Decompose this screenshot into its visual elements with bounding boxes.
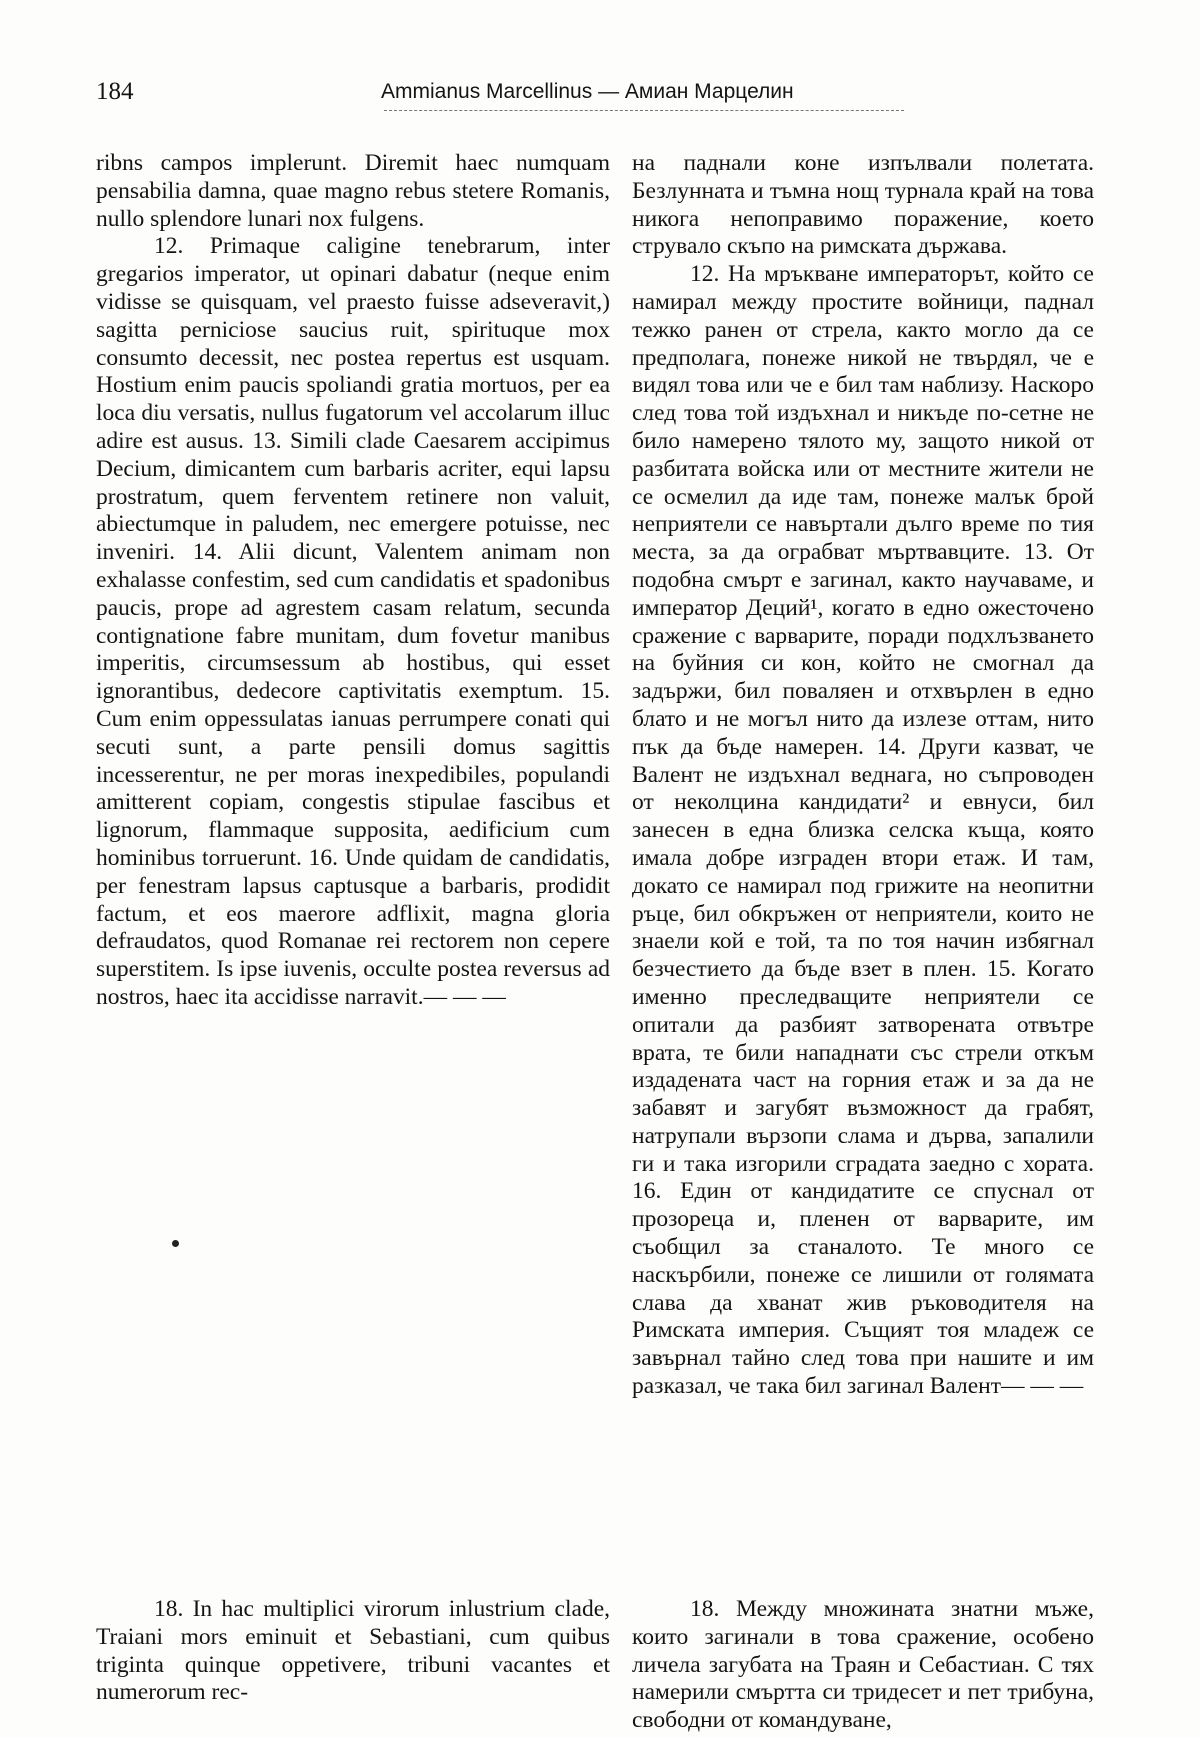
bulgarian-paragraph-18: 18. Между множината знатни мъже, които загинали в това сражение, особено личела загубата на Траян и Себастиан. С тях намерили смъртта си тридесет и пет трибуна, свободни от командуване, — [632, 1596, 1094, 1734]
bulgarian-paragraph-1: на паднали коне изпълвали полетата. Безлунната и тъмна нощ турнала край на това никога непоправимо поражение, което струвало скъпо на римската държава. — [632, 150, 1094, 260]
bulgarian-paragraph-2: 12. На мръкване императорът, който се намирал между простите войници, паднал тежко ранен от стрела, както могло да се предполага, понеже никой не твърдял, че е видял това или че е бил там наблизу. Наскоро след това той издъхнал и никъде по-сетне не било намерено тялото му, защото никой от разбитата войска или от местните жители не се осмелил да иде там, понеже малък брой неприятели се навъртали дълго време по тия места, за да ограбват мъртвавците. 13. От подобна смърт е загинал, както научаваме, и император Деций¹, когато в едно ожесточено сражение с варварите, поради подхлъзването на буйния си кон, който не смогнал да задържи, бил поваляен и отхвърлен в едно блато и не могъл нито да излезе оттам, нито пък да бъде намерен. 14. Други казват, че Валент не издъхнал веднага, но съпроводен от неколцина кандидати² и евнуси, бил занесен в една близка селска къща, която имала добре изграден втори етаж. И там, докато се намирал под грижите на неопитни ръце, бил обкръжен от неприятели, които не знаели кой е той, та по тоя начин избягнал безчестието да бъде взет в плен. 15. Когато именно преследващите неприятели се опитали да разбият затворената отвътре врата, те били нападнати със стрели откъм издадената част на горния етаж и за да не забавят и загубят възможност да грабят, натрупали вързопи слама и дърва, запалили ги и така изгорили сградата заедно с хората. 16. Един от кандидатите се спуснал от прозореца и, пленен от варварите, им съобщил за станалото. Те много се наскърбили, понеже се лишили от голямата слава да хванат жив ръководителя на Римската империя. Същият тоя младеж се завърнал тайно след това при нашите и им разказал, че така бил загинал Валент— — — — [632, 261, 1094, 1400]
page-number: 184 — [96, 78, 134, 105]
bulgarian-column — [632, 150, 1094, 1401]
latin-column — [96, 150, 610, 1012]
ink-dot — [172, 1240, 179, 1247]
latin-paragraph-18: 18. In hac multiplici virorum inlustrium clade, Traiani mors eminuit et Sebastiani, cum quibus triginta quinque oppetivere, tribuni vacantes et numerorum rec- — [96, 1596, 610, 1706]
latin-paragraph-2: 12. Primaque caligine tenebrarum, inter gregarios imperator, ut opinari dabatur (neque enim vidisse se quisquam, vel praesto fuisse adseveravit,) sagitta perniciose saucius ruit, spirituque mox consumto decessit, nec postea repertus est usquam. Hostium enim paucis spoliandi gratia mortuos, per ea loca diu versatis, nullus fugatorum vel accolarum illuc adire est ausus. 13. Simili clade Caesarem accipimus Decium, dimicantem cum barbaris acriter, equi lapsu prostratum, quem ferventem retinere non valuit, abiectumque in paludem, nec emergere potuisse, nec inveniri. 14. Alii dicunt, Valentem animam non exhalasse confestim, sed cum candidatis et spadonibus paucis, prope ad agrestem casam relatum, secunda contignatione fabre munitam, dum fovetur manibus imperitis, circumsessum ab hostibus, qui esset ignorantibus, dedecore captivitatis exemptum. 15. Cum enim oppessulatas ianuas perrumpere conati qui secuti sunt, a parte pensili domus sagittis incesserentur, ne per moras inexpedibiles, populandi amitterent copiam, congestis stipulae fascibus et lignorum, flammaque supposita, aedificium cum hominibus torruerunt. 16. Unde quidam de candidatis, per fenestram lapsus captusque a barbaris, prodidit factum, et eos maerore adflixit, magna gloria defraudatos, quod Romanae rei rectorem non cepere superstitem. Is ipse iuvenis, occulte postea reversus ad nostros, haec ita accidisse narravit.— — — — [96, 233, 610, 1010]
latin-column-bottom — [96, 1596, 610, 1707]
page-header — [96, 78, 1096, 118]
running-head: Ammianus Marcellinus — Амиан Марцелин — [381, 80, 794, 103]
latin-paragraph-1: ribns campos implerunt. Diremit haec numquam pensabilia damna, quae magno rebus stetere Romanis, nullo splendore lunari nox fulgens. — [96, 150, 610, 232]
bulgarian-column-bottom — [632, 1596, 1094, 1735]
header-rule — [384, 110, 904, 111]
